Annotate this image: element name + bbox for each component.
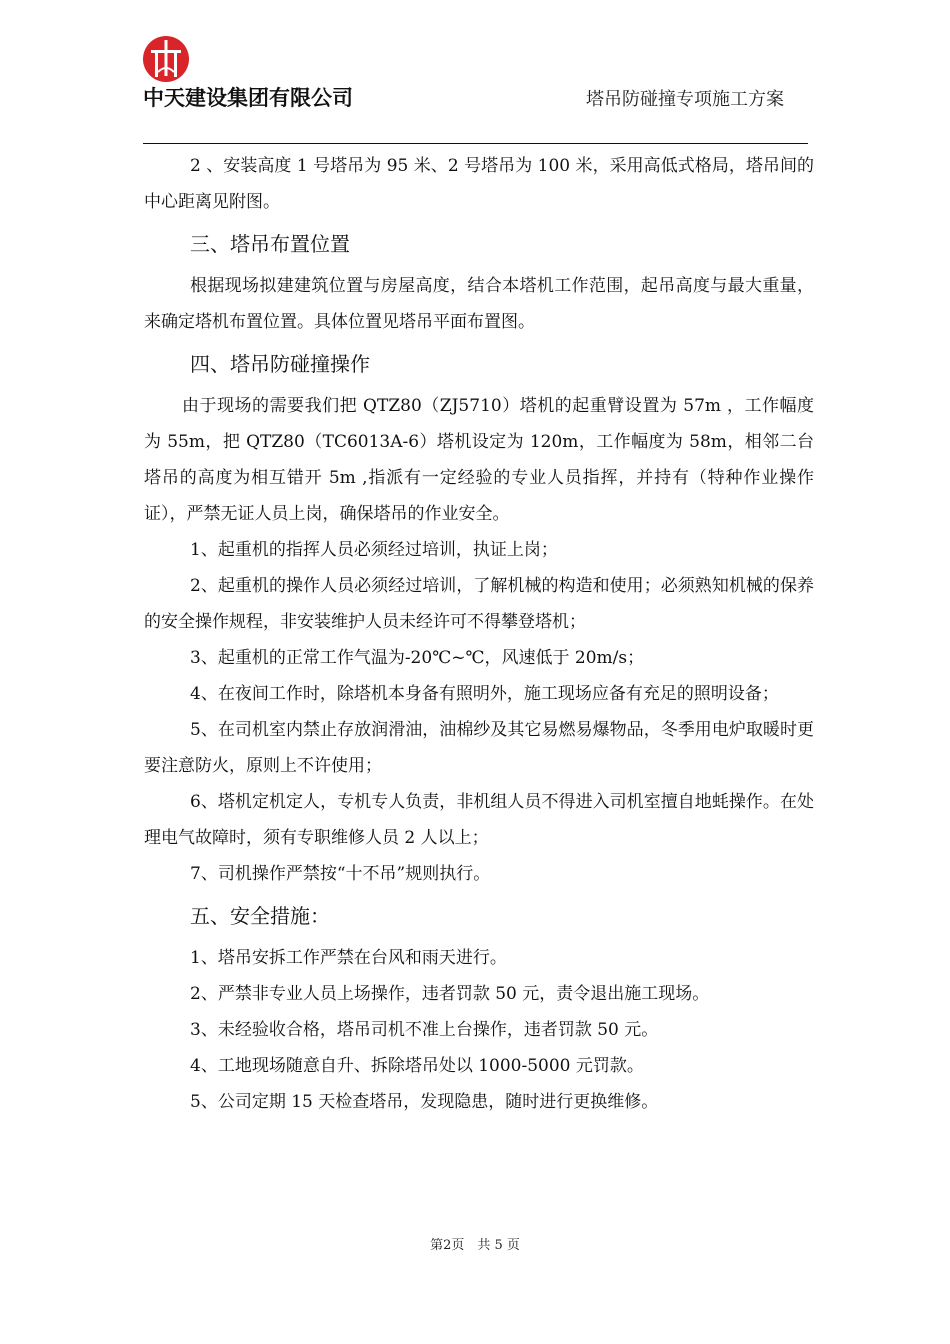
list-item: 6、塔机定机定人，专机专人负责，非机组人员不得进入司机室擅自地蚝操作。在处理电气故障时，须有专职维修人员 2 人以上； [144,792,814,848]
paragraph-anti-collision: 由于现场的需要我们把 QTZ80（ZJ5710）塔机的起重臂设置为 57m ，工作幅度为 55m，把 QTZ80（TC6013A-6）塔机设定为 120m，工作幅度为 58m，相邻二台塔吊的高度为相互错开 5m ,指派有一定经验的专业人员指挥，并持有（特种作业操作证），严禁无证人员上岗，确保塔吊的作业安全。 [144,396,814,524]
safety-item: 3、未经验收合格，塔吊司机不准上台操作，违者罚款 50 元。 [190,1020,659,1040]
list-item: 1、起重机的指挥人员必须经过培训，执证上岗； [190,540,558,560]
paragraph-layout: 根据现场拟建建筑位置与房屋高度，结合本塔机工作范围，起吊高度与最大重量，来确定塔机布置位置。具体位置见塔吊平面布置图。 [144,276,814,332]
page-number: 第2页 共 5 页 [430,1238,520,1253]
company-logo-icon [141,34,191,84]
list-item: 3、起重机的正常工作气温为-20℃~℃，风速低于 20m/s； [190,648,645,668]
company-name: 中天建设集团有限公司 [143,86,353,110]
header-divider [143,143,808,144]
safety-item: 1、塔吊安拆工作严禁在台风和雨天进行。 [190,948,507,968]
list-item: 7、司机操作严禁按“十不吊”规则执行。 [190,864,491,884]
list-item: 4、在夜间工作时，除塔机本身备有照明外，施工现场应备有充足的照明设备； [190,684,779,704]
safety-item: 5、公司定期 15 天检查塔吊，发现隐患，随时进行更换维修。 [190,1092,659,1112]
list-item: 2、起重机的操作人员必须经过培训，了解机械的构造和使用；必须熟知机械的保养的安全操作规程，非安装维护人员未经许可不得攀登塔机； [144,576,814,632]
section-heading-3: 三、塔吊布置位置 [190,232,350,256]
section-heading-5: 五、安全措施： [190,904,330,928]
paragraph-install-height: 2 、安装高度 1 号塔吊为 95 米、2 号塔吊为 100 米，采用高低式格局，塔吊间的中心距离见附图。 [144,156,814,212]
document-title: 塔吊防碰撞专项施工方案 [586,89,784,110]
document-body [144,148,814,1120]
safety-item: 4、工地现场随意自升、拆除塔吊处以 1000-5000 元罚款。 [190,1056,644,1076]
list-item: 5、在司机室内禁止存放润滑油，油棉纱及其它易燃易爆物品，冬季用电炉取暖时更要注意防火，原则上不许使用； [144,720,814,776]
safety-item: 2、严禁非专业人员上场操作，违者罚款 50 元，责令退出施工现场。 [190,984,710,1004]
section-heading-4: 四、塔吊防碰撞操作 [190,352,370,376]
